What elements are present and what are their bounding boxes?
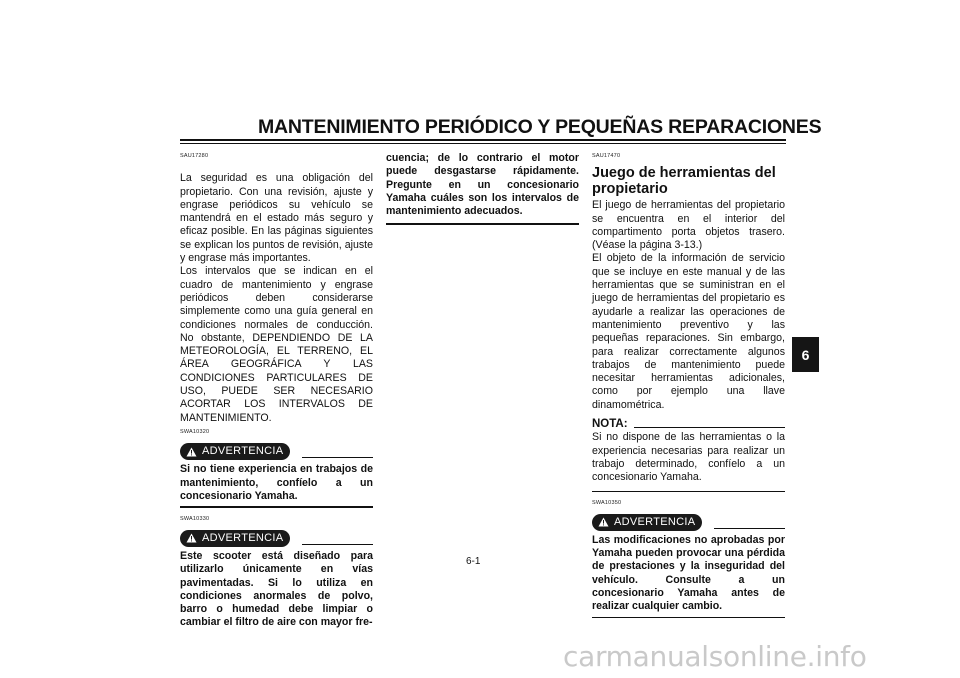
warning-rule: [302, 544, 373, 545]
warning-end-rule: [386, 223, 579, 225]
warning-code: SWA10320: [180, 428, 210, 435]
page-title: MANTENIMIENTO PERIÓDICO Y PEQUEÑAS REPARACIONES: [258, 116, 822, 138]
intervals-paragraph: Los intervalos que se indican en el cuadro de mantenimiento y engrase periódicos deben considerarse simplemente como una guía general en condiciones normales de conducción. No obstante, DEPENDIENDO DE LA METEOROLOGÍA, EL TERRENO, EL ÁREA GEOGRÁFICA Y LAS CONDICIONES PARTICULARES DE USO, PUEDE SER NECESARIO ACORTAR LOS INTERVALOS DE MANTENIMIENTO.: [180, 265, 373, 424]
warning-end-rule: [592, 617, 785, 619]
warning-label: ADVERTENCIA: [202, 531, 284, 544]
note-text: Si no dispone de las herramientas o la experiencia necesarias para realizar un trabajo determinado, confíelo a un concesionario Yamaha.: [592, 431, 785, 484]
warning-badge: [180, 530, 290, 547]
warning-code: SWA10330: [180, 515, 210, 522]
warning-text-continued: cuencia; de lo contrario el motor puede desgastarse rápidamente. Pregunte en un concesionario Yamaha cuáles son los intervalos de mantenimiento adecuados.: [386, 152, 579, 218]
warning-rule: [302, 457, 373, 458]
note-label: NOTA:: [592, 418, 628, 431]
warning-header: [180, 530, 373, 547]
title-rule: [180, 139, 786, 141]
section-code: SAU17280: [180, 153, 209, 159]
intro-paragraph: La seguridad es una obligación del propietario. Con una revisión, ajuste y engrase periódicos su vehículo se mantendrá en el estado más seguro y eficaz posible. En las páginas siguientes se explican los puntos de revisión, ajuste y engrase más importantes.: [180, 172, 373, 265]
warning-code: SWA10350: [592, 499, 622, 506]
warning-label: ADVERTENCIA: [202, 445, 284, 458]
warning-triangle-icon: [186, 447, 197, 457]
toolkit-paragraph: El juego de herramientas del propietario se encuentra en el interior del compartimento porta objetos trasero. (Véase la página 3-13.): [592, 199, 785, 252]
warning-header: [592, 514, 785, 531]
warning-text: Este scooter está diseñado para utilizarlo únicamente en vías pavimentadas. Si lo utiliza en condiciones anormales de polvo, barro o humedad debe limpiar o cambiar el filtro de aire con mayor fre-: [180, 549, 373, 629]
column-3: [592, 150, 785, 618]
warning-header: [180, 443, 373, 460]
warning-end-rule: [180, 506, 373, 508]
warning-badge: [180, 443, 290, 460]
service-info-paragraph: El objeto de la información de servicio que se incluye en este manual y de las herramientas que se suministran en el juego de herramientas del propietario es ayudarle a realizar las operaciones de mantenimiento preventivo y las pequeñas reparaciones. Sin embargo, para realizar correctamente algunos trabajos de mantenimiento puede necesitar herramientas adicionales, como por ejemplo una llave dinamométrica.: [592, 252, 785, 411]
watermark: carmanualsonline.info: [563, 640, 867, 673]
warning-text: Si no tiene experiencia en trabajos de mantenimiento, confíelo a un concesionario Yamaha.: [180, 463, 373, 502]
note-header: [592, 418, 785, 431]
title-rule-thin: [180, 143, 786, 144]
warning-label: ADVERTENCIA: [614, 515, 696, 528]
chapter-tab: 6: [792, 337, 819, 372]
column-2: [386, 152, 579, 225]
note-rule: [634, 427, 785, 428]
warning-badge: [592, 514, 702, 531]
warning-rule: [714, 528, 785, 529]
warning-triangle-icon: [186, 533, 197, 543]
column-1: [180, 150, 373, 630]
warning-triangle-icon: [598, 517, 609, 527]
page-number: 6-1: [466, 556, 481, 567]
note-end-rule: [592, 491, 785, 492]
section-heading: Juego de herramientas del propietario: [592, 165, 776, 198]
section-code: SAU17470: [592, 153, 621, 159]
warning-text: Las modificaciones no aprobadas por Yamaha pueden provocar una pérdida de prestaciones y la inseguridad del vehículo. Consulte a un concesionario Yamaha antes de realizar cualquier cambio.: [592, 533, 785, 613]
